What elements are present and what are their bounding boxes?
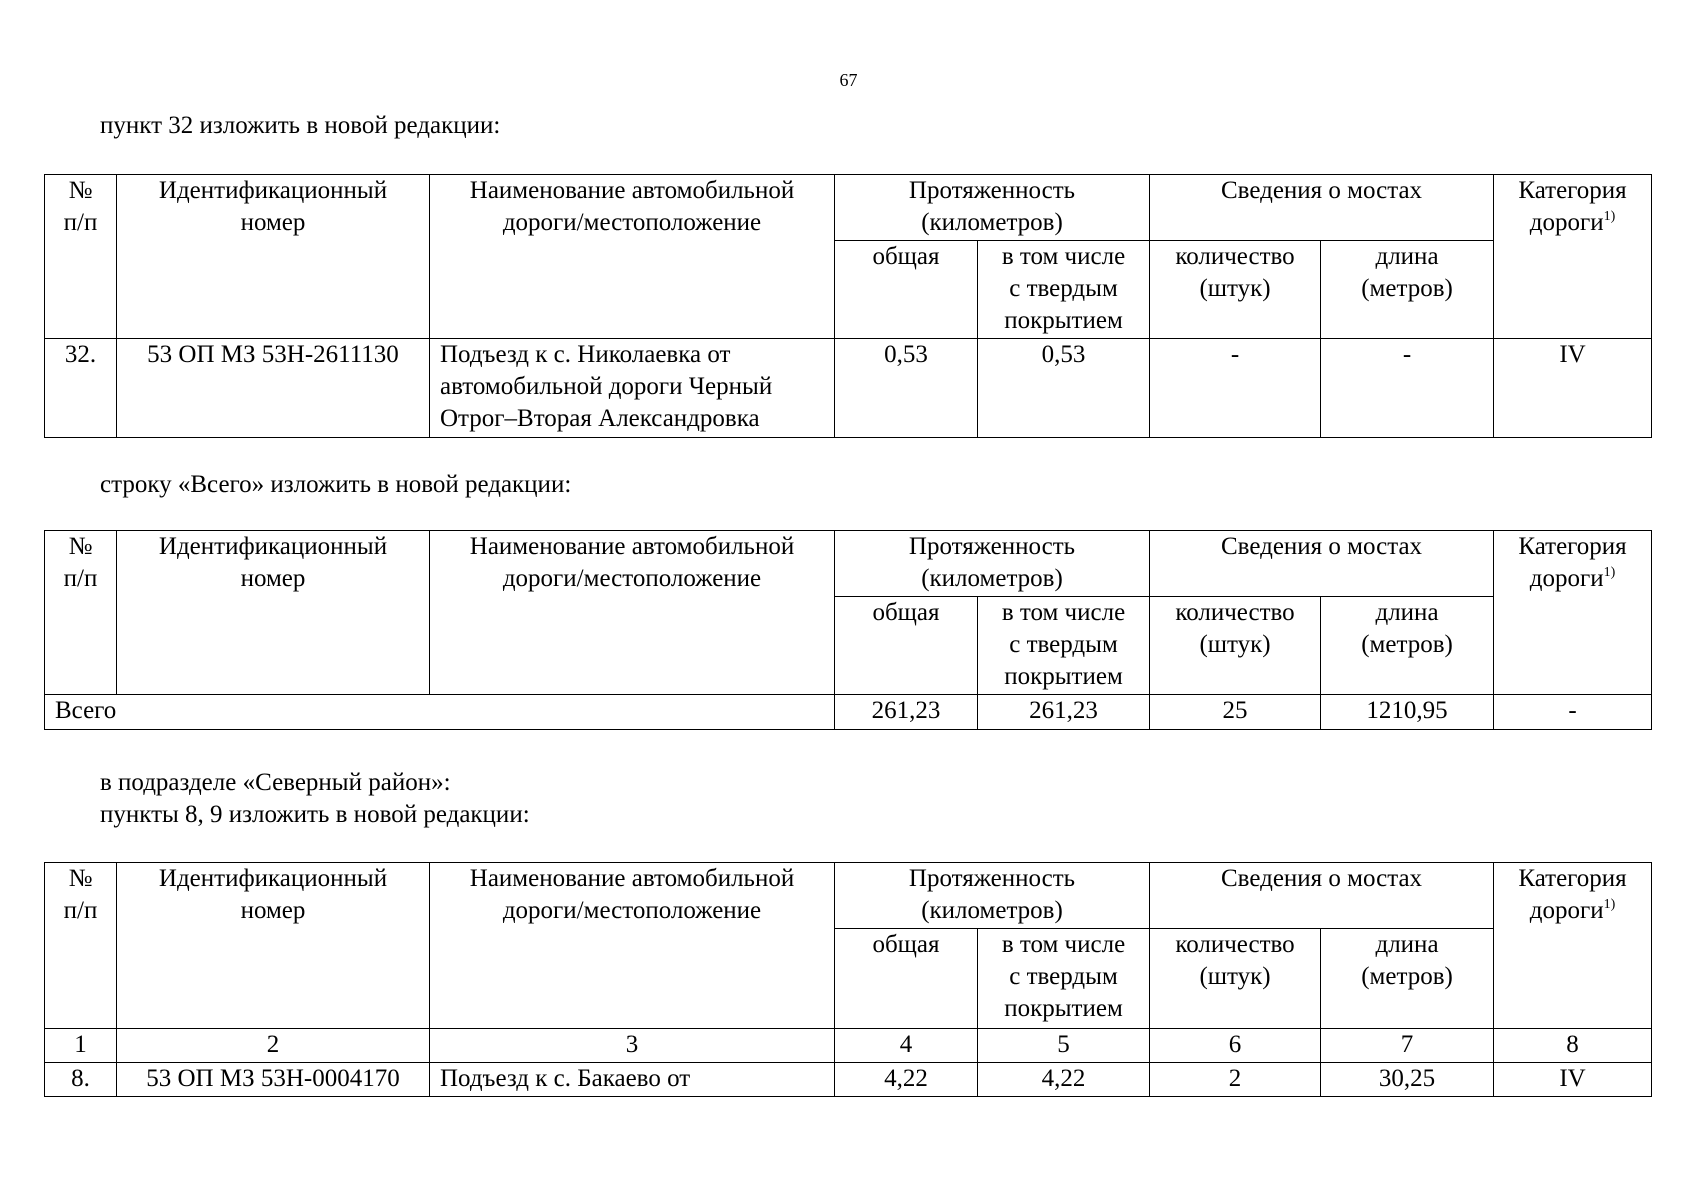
row-bridge-count: - — [1150, 339, 1321, 438]
header-category: Категория дороги$^{1)}$ — [1494, 531, 1652, 695]
table-header-row — [45, 531, 1652, 597]
row-id: 53 ОП МЗ 53Н-2611130 — [117, 339, 430, 438]
header-id: Идентификационный номер — [117, 531, 430, 695]
row-id: 53 ОП МЗ 53Н-0004170 — [117, 1063, 430, 1097]
header-bridge-count: количество (штук) — [1150, 929, 1321, 1029]
column-index: 2 — [117, 1029, 430, 1063]
header-bridges: Сведения о мостах — [1150, 531, 1494, 597]
header-length-hard: в том числе с твердым покрытием — [978, 241, 1150, 339]
row-length-total: 4,22 — [835, 1063, 978, 1097]
header-id: Идентификационный номер — [117, 863, 430, 1029]
header-id: Идентификационный номер — [117, 175, 430, 339]
header-name: Наименование автомобильной дороги/местоположение — [430, 175, 835, 339]
row-length-total: 261,23 — [835, 695, 978, 730]
column-index: 6 — [1150, 1029, 1321, 1063]
row-length-hard: 0,53 — [978, 339, 1150, 438]
footnote-marker: 1) — [1603, 565, 1616, 580]
header-category: Категория дороги$^{1)}$ — [1494, 175, 1652, 339]
row-category: IV — [1494, 339, 1652, 438]
header-category: Категория дороги$^{1)}$ — [1494, 863, 1652, 1029]
row-bridge-count: 2 — [1150, 1063, 1321, 1097]
footnote-marker: 1) — [1603, 897, 1616, 912]
header-length: Протяженность (километров) — [835, 531, 1150, 597]
table-row — [45, 1063, 1652, 1097]
row-category: - — [1494, 695, 1652, 730]
table-header-row — [45, 863, 1652, 929]
header-name: Наименование автомобильной дороги/местоположение — [430, 531, 835, 695]
header-num: № п/п — [45, 175, 117, 339]
header-bridge-length: длина (метров) — [1321, 929, 1494, 1029]
road-table-items-8-9 — [44, 862, 1652, 1097]
header-bridges: Сведения о мостах — [1150, 175, 1494, 241]
header-length-hard: в том числе с твердым покрытием — [978, 597, 1150, 695]
row-total-label: Всего — [45, 695, 835, 730]
header-bridge-length: длина (метров) — [1321, 597, 1494, 695]
section-2-intro: строку «Всего» изложить в новой редакции: — [100, 471, 572, 498]
column-index: 3 — [430, 1029, 835, 1063]
header-length-hard: в том числе с твердым покрытием — [978, 929, 1150, 1029]
header-bridges: Сведения о мостах — [1150, 863, 1494, 929]
column-index: 7 — [1321, 1029, 1494, 1063]
header-num: № п/п — [45, 863, 117, 1029]
table-header-row — [45, 175, 1652, 241]
footnote-marker: 1) — [1603, 209, 1616, 224]
column-index: 4 — [835, 1029, 978, 1063]
row-length-total: 0,53 — [835, 339, 978, 438]
column-index: 8 — [1494, 1029, 1652, 1063]
row-num: 8. — [45, 1063, 117, 1097]
row-category: IV — [1494, 1063, 1652, 1097]
road-table-total — [44, 530, 1652, 730]
page-number: 67 — [839, 70, 858, 90]
row-name: Подъезд к с. Бакаево от — [430, 1063, 835, 1097]
row-length-hard: 261,23 — [978, 695, 1150, 730]
row-num: 32. — [45, 339, 117, 438]
section-3-intro-line-1: в подразделе «Северный район»: — [100, 769, 451, 796]
header-bridge-count: количество (штук) — [1150, 241, 1321, 339]
row-length-hard: 4,22 — [978, 1063, 1150, 1097]
header-name: Наименование автомобильной дороги/местоположение — [430, 863, 835, 1029]
row-name: Подъезд к с. Николаевка от автомобильной дороги Черный Отрог–Вторая Александровка — [430, 339, 835, 438]
table-row-total — [45, 695, 1652, 730]
table-row — [45, 339, 1652, 438]
row-bridge-length: 1210,95 — [1321, 695, 1494, 730]
row-bridge-count: 25 — [1150, 695, 1321, 730]
road-table-item-32 — [44, 174, 1652, 438]
header-bridge-length: длина (метров) — [1321, 241, 1494, 339]
header-length-total: общая — [835, 241, 978, 339]
header-bridge-count: количество (штук) — [1150, 597, 1321, 695]
section-1-intro: пункт 32 изложить в новой редакции: — [100, 112, 501, 139]
header-num: № п/п — [45, 531, 117, 695]
row-bridge-length: - — [1321, 339, 1494, 438]
column-index: 1 — [45, 1029, 117, 1063]
column-index: 5 — [978, 1029, 1150, 1063]
header-length: Протяженность (километров) — [835, 863, 1150, 929]
header-length-total: общая — [835, 929, 978, 1029]
row-bridge-length: 30,25 — [1321, 1063, 1494, 1097]
header-length-total: общая — [835, 597, 978, 695]
header-length: Протяженность (километров) — [835, 175, 1150, 241]
section-3-intro-line-2: пункты 8, 9 изложить в новой редакции: — [100, 801, 530, 828]
table-column-index-row — [45, 1029, 1652, 1063]
